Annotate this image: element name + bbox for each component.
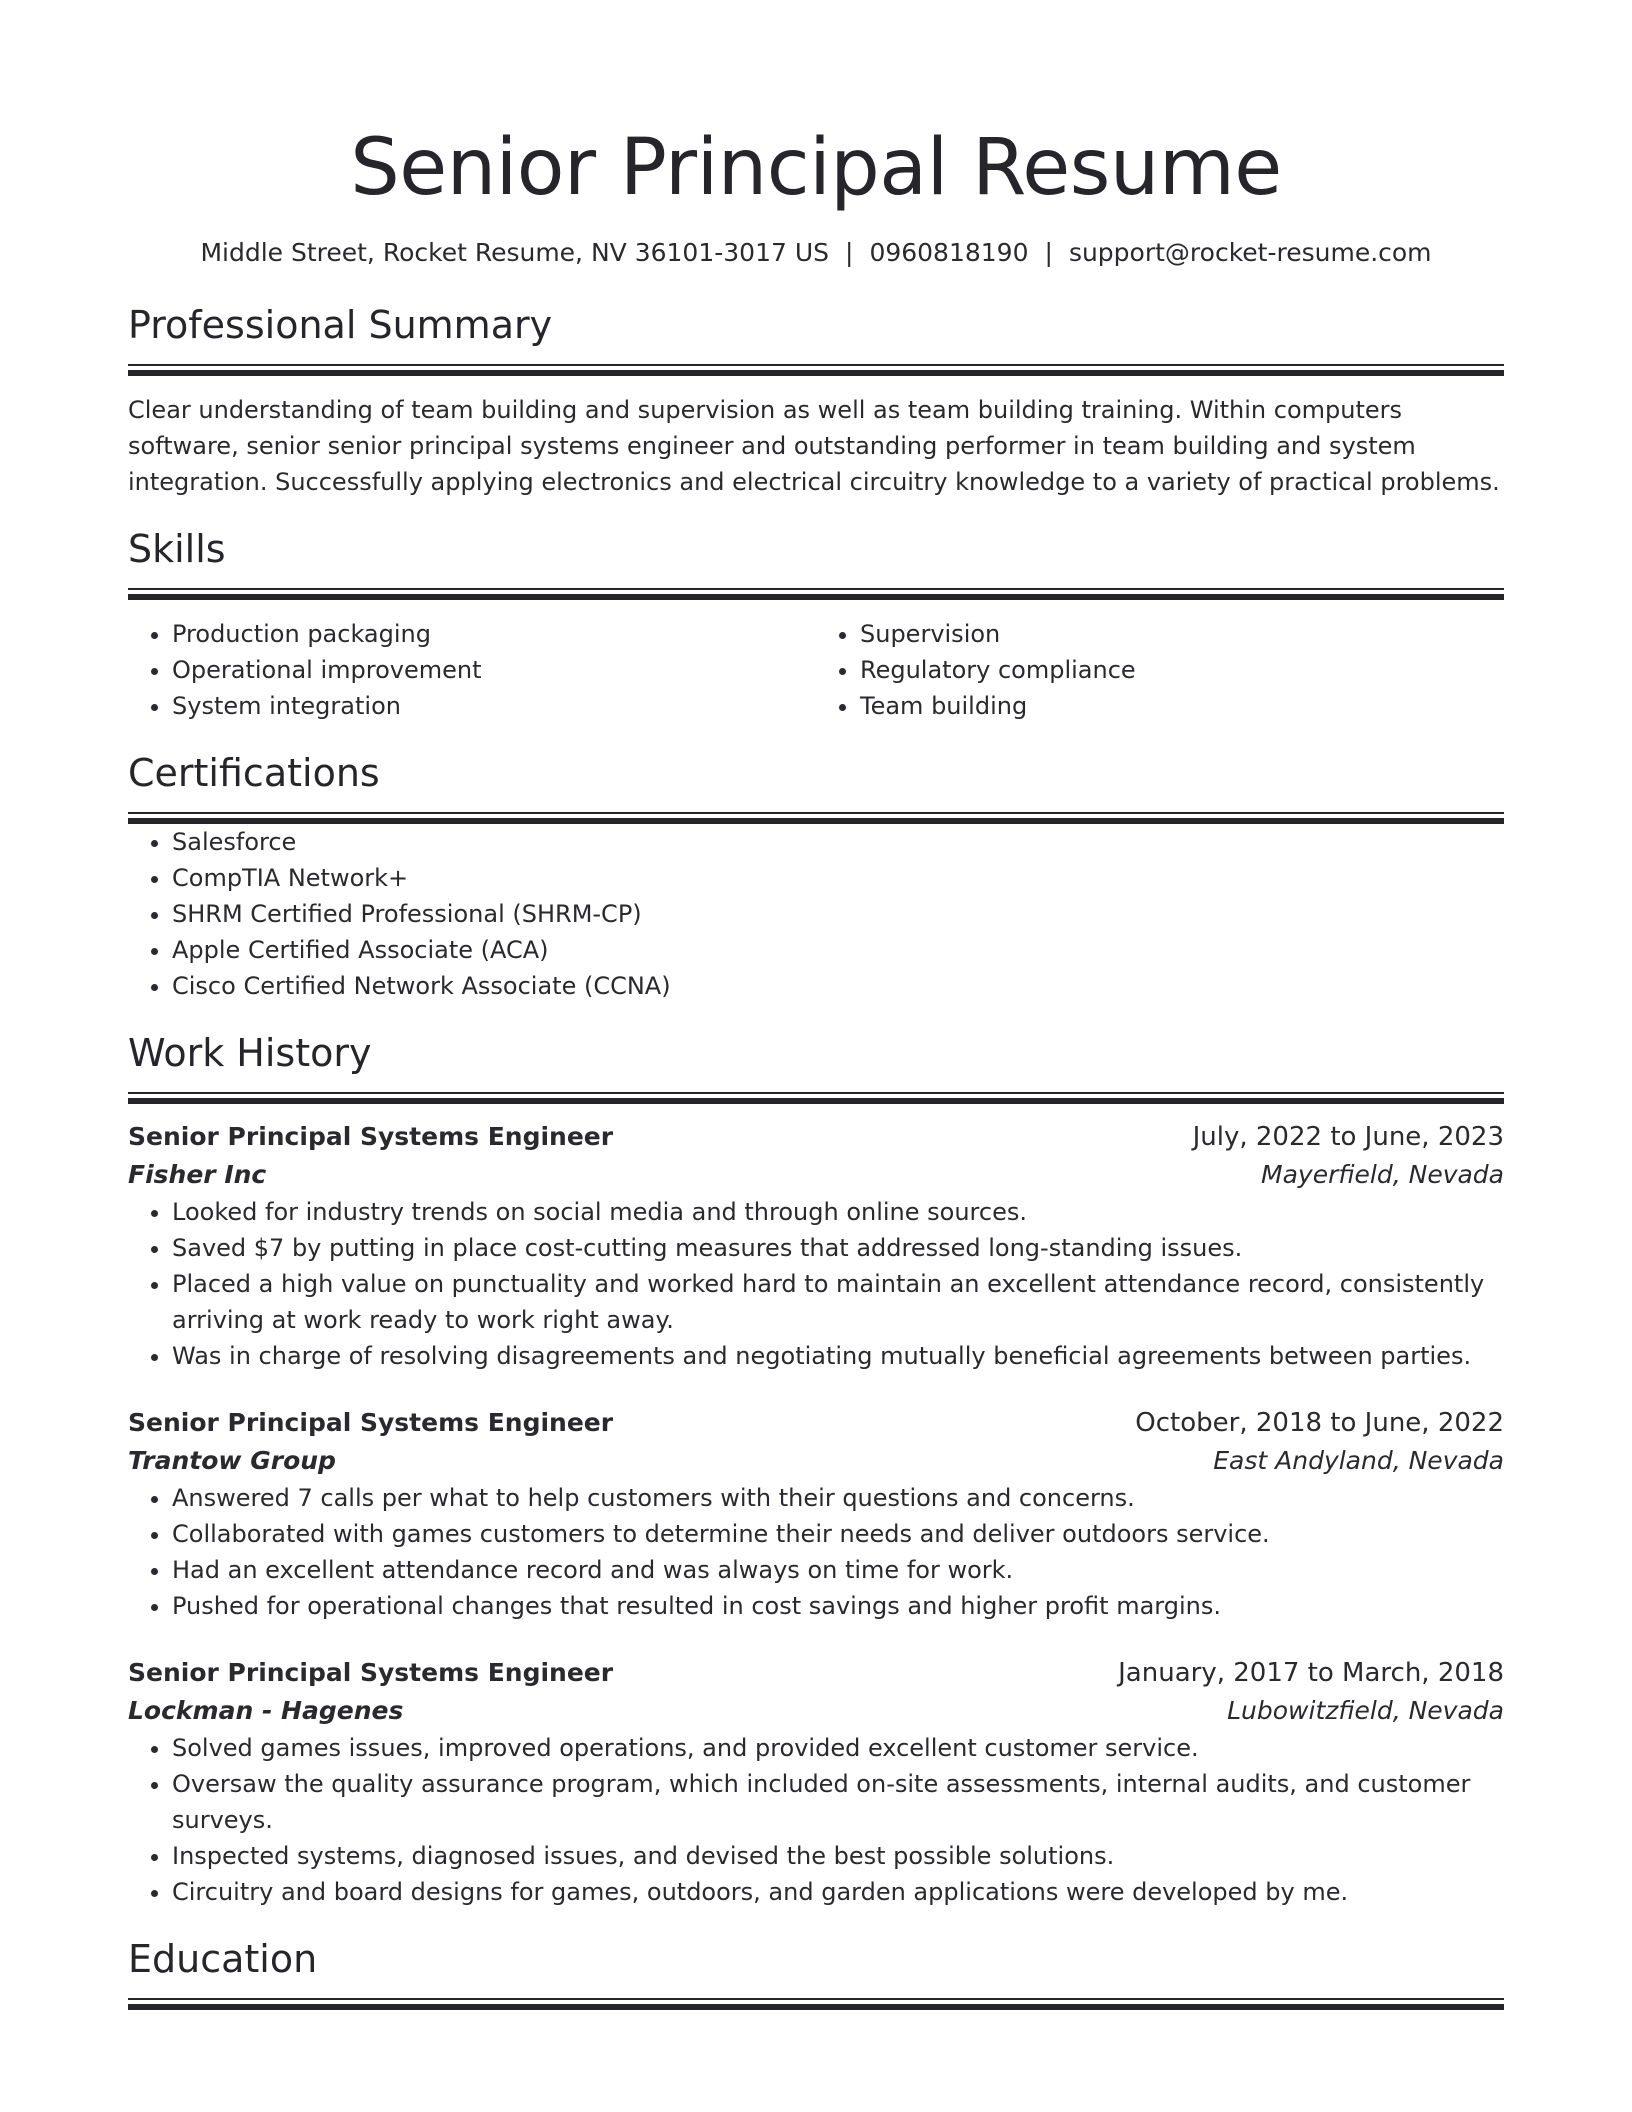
section-divider bbox=[128, 1092, 1504, 1104]
certification-item: • Cisco Certified Network Associate (CCNA) bbox=[172, 968, 1504, 1004]
certification-item: • SHRM Certified Professional (SHRM-CP) bbox=[172, 896, 1504, 932]
job-location: East Andyland, Nevada bbox=[1213, 1446, 1504, 1475]
skill-item: • Regulatory compliance bbox=[860, 652, 1504, 688]
skills-list-left bbox=[128, 616, 816, 724]
resume-name: Senior Principal Resume bbox=[350, 123, 1282, 213]
summary-section bbox=[128, 300, 1504, 500]
job-header bbox=[128, 1654, 1504, 1692]
job-bullet: • Was in charge of resolving disagreements and negotiating mutually beneficial agreements between parties. bbox=[172, 1338, 1504, 1374]
job-bullet: • Answered 7 calls per what to help customers with their questions and concerns. bbox=[172, 1480, 1504, 1516]
job-dates: October, 2018 to June, 2022 bbox=[1135, 1408, 1504, 1438]
section-title-certifications: Certifications bbox=[128, 751, 380, 795]
job-company: Lockman - Hagenes bbox=[128, 1696, 404, 1725]
job-entry bbox=[128, 1118, 1504, 1374]
job-bullet: • Placed a high value on punctuality and worked hard to maintain an excellent attendance record, consistently arriving at work ready to work right away. bbox=[172, 1266, 1504, 1338]
skill-item: • Supervision bbox=[860, 616, 1504, 652]
section-title-skills: Skills bbox=[128, 527, 226, 571]
certification-item: • CompTIA Network+ bbox=[172, 860, 1504, 896]
job-title: Senior Principal Systems Engineer bbox=[128, 1122, 614, 1151]
certifications-list bbox=[128, 824, 1504, 1004]
education-section bbox=[128, 1934, 1504, 2010]
job-company: Fisher Inc bbox=[128, 1160, 267, 1189]
skill-item: • Team building bbox=[860, 688, 1504, 724]
section-divider bbox=[128, 812, 1504, 824]
skills-grid bbox=[128, 616, 1504, 724]
contact-phone: 0960818190 bbox=[869, 238, 1029, 267]
job-bullets bbox=[128, 1480, 1504, 1624]
certification-item: • Salesforce bbox=[172, 824, 1504, 860]
job-dates: January, 2017 to March, 2018 bbox=[1118, 1658, 1504, 1688]
skill-item: • Production packaging bbox=[172, 616, 816, 652]
job-title: Senior Principal Systems Engineer bbox=[128, 1658, 614, 1687]
skills-list-right bbox=[816, 616, 1504, 724]
contact-email: support@rocket-resume.com bbox=[1068, 238, 1432, 267]
section-title-work-history: Work History bbox=[128, 1031, 372, 1075]
skill-item: • System integration bbox=[172, 688, 816, 724]
job-bullets bbox=[128, 1194, 1504, 1374]
job-header bbox=[128, 1118, 1504, 1156]
job-location: Mayerfield, Nevada bbox=[1261, 1160, 1504, 1189]
contact-address: Middle Street, Rocket Resume, NV 36101-3017 US bbox=[200, 238, 829, 267]
job-bullet: • Oversaw the quality assurance program, which included on-site assessments, internal audits, and customer surveys. bbox=[172, 1766, 1504, 1838]
job-company: Trantow Group bbox=[128, 1446, 336, 1475]
section-title-summary: Professional Summary bbox=[128, 303, 553, 347]
job-subheader bbox=[128, 1442, 1504, 1480]
job-bullet: • Circuitry and board designs for games, outdoors, and garden applications were developed by me. bbox=[172, 1874, 1504, 1910]
job-dates: July, 2022 to June, 2023 bbox=[1192, 1122, 1504, 1152]
contact-separator: | bbox=[845, 238, 854, 267]
certification-item: • Apple Certified Associate (ACA) bbox=[172, 932, 1504, 968]
job-location: Lubowitzfield, Nevada bbox=[1227, 1696, 1504, 1725]
resume-page bbox=[128, 0, 1504, 2010]
job-bullet: • Collaborated with games customers to determine their needs and deliver outdoors service. bbox=[172, 1516, 1504, 1552]
job-bullet: • Had an excellent attendance record and was always on time for work. bbox=[172, 1552, 1504, 1588]
section-divider bbox=[128, 364, 1504, 376]
job-subheader bbox=[128, 1692, 1504, 1730]
skill-item: • Operational improvement bbox=[172, 652, 816, 688]
contact-line bbox=[128, 236, 1504, 270]
work-history-section bbox=[128, 1028, 1504, 1910]
skills-section bbox=[128, 524, 1504, 724]
section-title-education: Education bbox=[128, 1937, 318, 1981]
contact-separator: | bbox=[1044, 238, 1053, 267]
job-bullet: • Looked for industry trends on social media and through online sources. bbox=[172, 1194, 1504, 1230]
job-title: Senior Principal Systems Engineer bbox=[128, 1408, 614, 1437]
job-bullet: • Pushed for operational changes that resulted in cost savings and higher profit margins. bbox=[172, 1588, 1504, 1624]
section-divider bbox=[128, 1998, 1504, 2010]
job-bullets bbox=[128, 1730, 1504, 1910]
certifications-section bbox=[128, 748, 1504, 1004]
summary-text: Clear understanding of team building and supervision as well as team building training. Within computers software, senior senior principal systems engineer and outstanding performer in team building and system integration. Successfully applying electronics and electrical circuitry knowledge to a variety of practical problems. bbox=[128, 396, 1500, 496]
job-bullet: • Inspected systems, diagnosed issues, and devised the best possible solutions. bbox=[172, 1838, 1504, 1874]
section-divider bbox=[128, 588, 1504, 600]
job-entry bbox=[128, 1654, 1504, 1910]
job-header bbox=[128, 1404, 1504, 1442]
job-bullet: • Saved $7 by putting in place cost-cutting measures that addressed long-standing issues. bbox=[172, 1230, 1504, 1266]
job-subheader bbox=[128, 1156, 1504, 1194]
job-bullet: • Solved games issues, improved operations, and provided excellent customer service. bbox=[172, 1730, 1504, 1766]
job-entry bbox=[128, 1404, 1504, 1624]
